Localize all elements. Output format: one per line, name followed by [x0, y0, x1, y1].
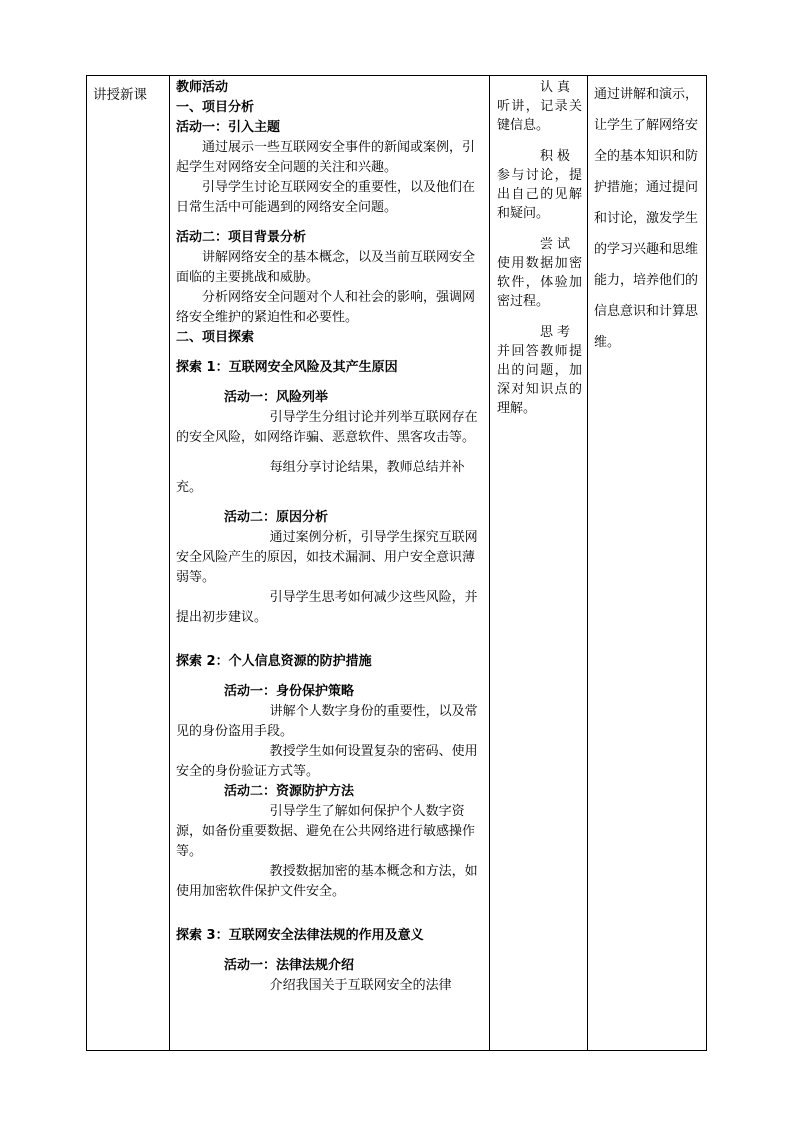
student-activity-text: 听讲，记录关键信息。: [497, 99, 582, 133]
explore2-activity2-title: 活动二：资源防护方法: [224, 784, 355, 799]
explore2-activity1-paragraph: 讲解个人数字身份的重要性，以及常见的身份盗用手段。: [176, 704, 478, 739]
activity2-title: 活动二：项目背景分析: [176, 230, 307, 245]
student-activity-cell: [490, 76, 588, 1051]
student-activity-lead: 思考: [539, 325, 574, 340]
student-activity-text: 并回答教师提出的问题，加深对知识点的理解。: [497, 344, 582, 416]
explore1-activity2-paragraph: 通过案例分析，引导学生探究互联网安全风险产生的原因，如技术漏洞、用户安全意识薄弱等。: [176, 530, 478, 585]
design-intent-text: 通过讲解和演示，让学生了解网络安全的基本知识和防护措施；通过提问和讨论，激发学生的学习兴趣和思维能力，培养他们的信息意识和计算思维。: [594, 87, 699, 350]
explore1-activity2-paragraph: 引导学生思考如何减少这些风险，并提出初步建议。: [176, 590, 478, 625]
explore2-activity2-paragraph: 教授数据加密的基本概念和方法，如使用加密软件保护文件安全。: [176, 864, 478, 899]
activity1-paragraph: 引导学生讨论互联网安全的重要性，以及他们在日常生活中可能遇到的网络安全问题。: [176, 180, 476, 215]
explore3-title: 探索 3：互联网安全法律法规的作用及意义: [176, 928, 424, 943]
student-activity-block: [497, 323, 582, 418]
activity1-title: 活动一：引入主题: [176, 120, 281, 135]
table-row: [87, 76, 707, 1051]
student-activity-lead: 积极: [539, 149, 574, 164]
student-activity-text: 使用数据加密软件，体验加密过程。: [497, 256, 582, 309]
explore1-activity2-title: 活动二：原因分析: [224, 510, 329, 525]
explore2-activity1-title: 活动一：身份保护策略: [224, 684, 355, 699]
student-activity-lead: 尝试: [539, 237, 574, 252]
section-label-cell: [87, 76, 170, 1051]
explore2-activity2-paragraph: 引导学生了解如何保护个人数字资源，如备份重要数据、避免在公共网络进行敏感操作等。: [176, 804, 476, 859]
student-activity-block: [497, 147, 582, 223]
lesson-plan-table: [86, 75, 707, 1051]
student-activity-block: [497, 235, 582, 311]
explore1-activity1-paragraph: 引导学生分组讨论并列举互联网存在的安全风险，如网络诈骗、恶意软件、黑客攻击等。: [176, 410, 478, 445]
teacher-activity-heading: 教师活动: [176, 80, 229, 95]
student-activity-text: 参与讨论，提出自己的见解和疑问。: [497, 168, 582, 221]
student-activity-block: [497, 78, 582, 135]
explore2-title: 探索 2：个人信息资源的防护措施: [176, 654, 372, 669]
activity2-paragraph: 讲解网络安全的基本概念，以及当前互联网安全面临的主要挑战和威胁。: [176, 250, 476, 285]
activity1-paragraph: 通过展示一些互联网安全事件的新闻或案例，引起学生对网络安全问题的关注和兴趣。: [176, 140, 476, 175]
explore2-activity1-paragraph: 教授学生如何设置复杂的密码、使用安全的身份验证方式等。: [176, 744, 478, 779]
activity2-paragraph: 分析网络安全问题对个人和社会的影响，强调网络安全维护的紧迫性和必要性。: [176, 290, 476, 325]
part1-title: 一、项目分析: [176, 100, 255, 115]
explore3-activity1-title: 活动一：法律法规介绍: [224, 958, 355, 973]
explore1-activity1-title: 活动一：风险列举: [224, 390, 329, 405]
explore1-activity1-paragraph: 每组分享讨论结果，教师总结并补充。: [176, 460, 465, 495]
design-intent-cell: [588, 76, 707, 1051]
explore1-title: 探索 1：互联网安全风险及其产生原因: [176, 360, 398, 375]
section-label: 讲授新课: [93, 87, 147, 103]
explore3-activity1-paragraph: 介绍我国关于互联网安全的法律: [269, 978, 452, 993]
student-activity-lead: 认真: [539, 80, 574, 95]
teacher-activity-cell: [170, 76, 490, 1051]
part2-title: 二、项目探索: [176, 330, 255, 345]
